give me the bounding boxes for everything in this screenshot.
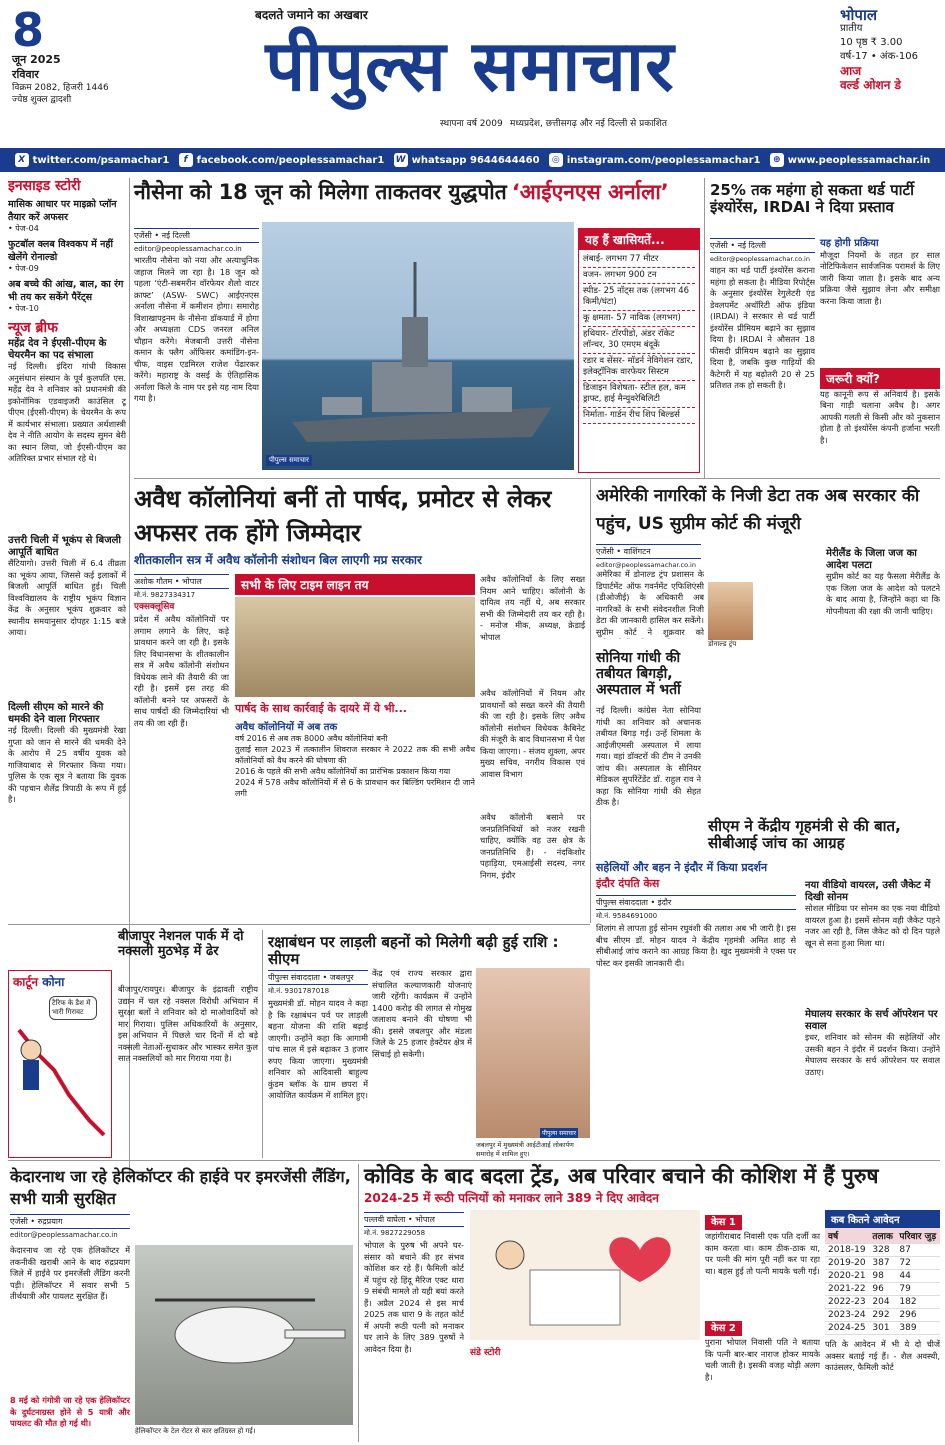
column-rule <box>262 930 263 1158</box>
lead-byline: एजेंसी • नई दिल्ली <box>134 228 259 243</box>
heli-note: 8 मई को गंगोत्री जा रहे एक हेलिकॉप्टर के दुर्घटनाग्रस्त होने से 5 यात्री और पायलट की मौत हो गई थी। <box>10 1395 130 1428</box>
social-link[interactable]: f facebook.com/peoplessamachar1 <box>179 153 385 167</box>
today-text: वर्ल्ड ओशन डे <box>840 78 901 92</box>
quotes-column <box>480 574 585 920</box>
us-side-body: सुप्रीम कोर्ट का यह फैसला मेरीलैंड के एक जिला जज के आदेश को पलटने के बाद आया है, जिन्होंने कहा था कि गोपनीयता की रक्षा की जानी चाहिए। <box>826 571 940 616</box>
us-email: editor@peoplessamachar.co.in <box>596 561 696 569</box>
applications-box <box>825 1210 940 1440</box>
social-link[interactable]: ◎ instagram.com/peoplessamachar1 <box>549 153 761 167</box>
step-title: पार्षद के साथ कार्रवाई के दायरे में ये भी... <box>235 702 407 715</box>
instagram-icon: ◎ <box>549 153 563 167</box>
helicopter-illustration <box>135 1245 353 1425</box>
covid-text-column <box>364 1210 464 1440</box>
cases-column <box>705 1210 820 1440</box>
date-block <box>12 3 132 106</box>
heart-illustration <box>470 1210 700 1340</box>
tagline: बदलते जमाने का अखबार <box>255 8 368 22</box>
cm-tag: इंदौर दंपति केस <box>596 877 660 890</box>
cartoon-box <box>8 970 112 1158</box>
case-body: पुराना भोपाल निवासी पति ने बताया कि पत्नी बार-बार नाराज होकर मायके चली जाती है। इसकी वजह थोड़ी अलग है। <box>705 1337 820 1382</box>
feature-item: रडार व सेंसर- मॉडर्न नेविगेशन रडार, इलेक्ट्रॉनिक वारफेयर सिस्टम <box>583 354 695 381</box>
brief-title: न्यूज ब्रीफ <box>8 320 58 337</box>
whatsapp-icon: W <box>394 153 408 167</box>
status-item: 2016 के पहले की सभी अवैध कॉलोनियों का प्रारंभिक प्रकाशन किया गया <box>235 767 451 777</box>
feature-item: डिजाइन विशेषता- स्टील हल, कम ड्राफ्ट, हाई मैन्युवरेबिलिटी <box>583 381 695 408</box>
timeline-title: सभी के लिए टाइम लाइन तय <box>235 574 475 595</box>
rakhi-body: मुख्यमंत्री डॉ. मोहन यादव ने कहा है कि रक्षाबंधन पर्व पर लाड़ली बहना योजना की राशि बढ़ाई जाएगी। उन्होंने कहा कि आगामी पांच साल में इसे बढ़ाकर 3 हजार रुपए किया जाएगा। मुख्यमंत्री शनिवार को आदिवासी बाहुल्य कुंडम ब्लॉक के ग्राम छपरा में आयोजित कार्यक्रम में शामिल हुए। <box>268 998 368 1100</box>
covid-byline: पल्लवी वाघेला • भोपाल <box>364 1212 464 1227</box>
cm-headline[interactable]: सीएम ने केंद्रीय गृहमंत्री से की बात, सीबीआई जांच का आग्रह <box>708 817 901 853</box>
lead-email: editor@peoplessamachar.co.in <box>134 245 242 253</box>
trump-photo <box>708 582 753 640</box>
brief-body: नई दिल्ली। दिल्ली की मुख्यमंत्री रेखा गुप्ता को जान से मारने की धमकी देने के आरोप में 25 वर्षीय युवक को गाजियाबाद से गिरफ्तार किया गया। पुलिस के एक सूत्र ने बताया कि युवक की पहचान शैलेंद्र त्रिपाठी के रूप में हुई है। <box>8 725 126 805</box>
irdai-byline: एजेंसी • नई दिल्ली <box>710 238 815 253</box>
date-tithi: ज्येष्ठ शुक्ल द्वादशी <box>12 95 72 105</box>
table-title: कब कितने आवेदन <box>825 1210 940 1228</box>
rakhi-mobile: मो.नं. 9301787018 <box>268 987 330 995</box>
inside-item[interactable]: अब बच्चे की आंख, बाल, का रंग भी तय कर सकेंगे पैरेंट्स <box>8 279 124 304</box>
feature-item: निर्माता- गार्डन रीच शिप बिल्डर्स <box>583 408 695 424</box>
us-side <box>826 548 940 638</box>
us-byline: एजेंसी • वाशिंगटन <box>596 544 701 559</box>
colonies-panel <box>235 574 475 914</box>
row-rule <box>134 478 940 479</box>
lead-headline[interactable]: नौसेना को 18 जून को मिलेगा ताकतवर युद्धपोत ‘आईएनएस अर्नाला’ <box>134 180 669 204</box>
feature-item: लंबाई- लगभग 77 मीटर <box>583 252 695 268</box>
heli-photo <box>135 1245 353 1425</box>
column-rule <box>590 478 591 923</box>
column-rule <box>704 178 705 478</box>
table-row: 2018-19 328 87 <box>825 1244 940 1257</box>
cm-byline: पीपुल्स संवाददाता • इंदौर <box>596 895 796 910</box>
column-rule <box>358 1164 359 1442</box>
brief-headline[interactable]: दिल्ली सीएम को मारने की धमकी देने वाला गिरफ्तार <box>8 702 104 725</box>
x-icon: X <box>15 153 29 167</box>
heli-email: editor@peoplessamachar.co.in <box>10 1231 118 1239</box>
case-label: केस 1 <box>705 1215 742 1230</box>
status-list <box>235 733 475 799</box>
brief-body: नई दिल्ली। इंदिरा गांधी विकास अनुसंधान संस्थान के पूर्व कुलपति एस. महेंद्र देव ने शनिवार को प्रधानमंत्री की इकोनॉमिक एडवाइजरी काउंसिल टू पीएम (ईएसी-पीएम) के चेयरमैन के रूप में कार्यभार संभाला। प्रख्यात अर्थशास्त्री देव ने नीति आयोग के सदस्य सुमन बेरी का स्थान लिया, जो ईएसी-पीएम का अतिरिक्त प्रभार संभाल रहे थे। <box>8 361 126 464</box>
feature-item: स्पीड- 25 नॉट्स तक (लगभग 46 किमी/घंटा) <box>583 284 695 311</box>
date-day: 8 <box>12 3 45 57</box>
why-title: जरूरी क्यों? <box>820 368 940 389</box>
colonies-subhead: शीतकालीन सत्र में अवैध कॉलोनी संशोधन बिल लाएगी मप्र सरकार <box>134 553 422 567</box>
inside-item[interactable]: मासिक आधार पर माइक्रो प्लॉन तैयार करें अफसर <box>8 199 117 224</box>
cm-subhead: सहेलियों और बहन ने इंदौर में किया प्रदर्शन <box>596 861 768 874</box>
table-row: 2022-23 204 182 <box>825 1296 940 1309</box>
social-bar <box>0 148 945 172</box>
irdai-email: editor@peoplessamachar.co.in <box>710 255 810 263</box>
trump-caption: डोनाल्ड ट्रंप <box>708 640 737 648</box>
table-row: 2019-20 387 72 <box>825 1257 940 1270</box>
us-body: अमेरिका में डोनाल्ड ट्रंप प्रशासन के डिपार्टमेंट ऑफ गवर्नमेंट एफिशिएंसी (डीओजीई) के अधिकारी अब नागरिकों के सभी संवेदनशील निजी डेटा की जानकारी हासिल कर सकेंगे। सुप्रीम कोर्ट ने शुक्रवार को <box>596 569 704 637</box>
feature-item: हथियार- टॉरपीडो, अंडर रॉकेट लॉन्चर, 30 एमएम बंदूकें <box>583 327 695 354</box>
brief-body: सैंटियागो। उत्तरी चिली में 6.4 तीव्रता का भूकंप आया, जिससे कई इलाकों में बिजली आपूर्ति बाधित हुई। चिली विश्वविद्यालय के राष्ट्रीय भूकंप विज्ञान केंद्र के अनुसार भूकंप शुक्रवार को स्थानीय समयानुसार दोपहर 1:15 बजे आया। <box>8 558 126 638</box>
table-row: 2023-24 292 296 <box>825 1309 940 1322</box>
colonies-headline[interactable]: अवैध कॉलोनियां बनीं तो पार्षद, प्रमोटर से लेकर अफसर तक होंगे जिम्मेदार <box>134 485 552 547</box>
heli-headline[interactable]: केदारनाथ जा रहे हेलिकॉप्टर की हाईवे पर इमरजेंसी लैंडिंग, सभी यात्री सुरक्षित <box>10 1167 351 1208</box>
naxal-body: बीजापुर/रायपुर। बीजापुर के इंद्रावती राष्ट्रीय उद्यान में चल रहे नक्सल विरोधी अभियान में सुरक्षा बलों ने शनिवार को दो माओवादियों को मार गिराया। पुलिस अधिकारियों के अनुसार, इस अभियान में पिछले चार दिनों में दो बड़े नक्सली नेताओं-सुधाकर और भास्कर समेत कुल सात नक्सलियों को मार गिराया गया है। <box>118 984 258 1063</box>
case-label: केस 2 <box>705 1321 742 1336</box>
rakhi-headline[interactable]: रक्षाबंधन पर लाड़ली बहनों को मिलेगी बढ़ी हुई राशि : सीएम <box>268 933 559 969</box>
row-rule <box>8 1160 940 1161</box>
colonies-mobile: मो.नं. 9827334317 <box>134 591 196 599</box>
rakhi-text-column <box>268 968 368 1156</box>
cartoon-bubble: टैरिफ के डैश में भारी गिरावट <box>49 996 97 1020</box>
sonia-body: नई दिल्ली। कांग्रेस नेता सोनिया गांधी का शनिवार को अचानक तबीयत बिगड़ गई। उन्हें शिमला के आईजीएमसी अस्पताल में लाया गया। वहां डॉक्टरों की टीम ने उनकी जांच की। अस्पताल के सीनियर मेडिकल सुपरिंटेंडेंट डॉ. राहुल राव ने कहा कि सोनिया गांधी की सेहत ठीक है। <box>596 705 701 807</box>
feature-item: वजन- लगभग 900 टन <box>583 268 695 284</box>
rakhi-byline: पीपुल्स संवाददाता • जबलपुर <box>268 970 368 985</box>
edition-city: भोपाल <box>840 6 878 24</box>
table-row: 2020-21 98 44 <box>825 1270 940 1283</box>
features-list <box>579 250 699 426</box>
cm-side-body: इधर, शनिवार को सोनम की सहेलियों और उसकी बहन ने इंदौर में प्रदर्शन किया। उन्होंने मेघालय सरकार के सर्च ऑपरेशन पर सवाल उठाए। <box>805 1032 940 1077</box>
feature-item: कू क्षमता- 57 नाविक (लगभग) <box>583 311 695 327</box>
today-label: आज <box>840 64 862 78</box>
social-link[interactable]: ⊕ www.peoplessamachar.in <box>770 153 931 167</box>
cartoon-title: कार्टून कोना <box>13 975 65 989</box>
cm-side-body: सोशल मीडिया पर सोनम का एक नया वीडियो वायरल हुआ है। इसमें सोनम वही जैकेट पहने नजर आ रही है, जिस जैकेट को दो दिन पहले खून से सना हुआ मिला था। <box>805 903 940 948</box>
sonia-headline[interactable]: सोनिया गांधी की तबीयत बिगड़ी, अस्पताल में भर्ती <box>596 650 681 699</box>
irdai-side-title: यह होगी प्रक्रिया <box>820 238 879 249</box>
covid-subhead: 2024-25 में रूठी पत्नियों को मनाकर लाने 389 ने दिए आवेदन <box>364 1191 659 1205</box>
date-vikram: विक्रम 2082, हिजरी 1446 <box>12 83 109 93</box>
brief-headline[interactable]: उत्तरी चिली में भूकंप से बिजली आपूर्ति बाधित <box>8 535 122 558</box>
cm-mobile: मो.नं. 9584691000 <box>596 912 658 920</box>
counsellor-quote: पति के आवेदन में भी ये दो चीजें अक्सर बताई गई हैं। - शैल अवस्थी, काउंसलर, फैमिली कोर्ट <box>825 1339 940 1372</box>
colonies-byline: अशोक गौतम • भोपाल <box>134 574 229 589</box>
date-weekday: रविवार <box>12 68 39 81</box>
cm-text-column <box>596 893 796 1128</box>
rakhi-credit: पीपुल्स समाचार <box>542 1130 577 1137</box>
left-column: इनसाइड स्टोरी मासिक आधार पर माइक्रो प्लॉन तैयार करें अफसर • पेज-04 फुटबॉल क्लब विश्वकप में नहीं खेलेंगे रोनाल्डो • पेज-09 अब बच्चे की आंख, बाल, का रंग भी तय कर सकेंगे पैरेंट्स • पेज-10 न्यूज ब्रीफ महेंद्र देव ने ईएसी-पीएम के चेयरमैन का पद संभाला नई दिल्ली। इंदिरा गांधी विकास अनुसंधान संस्थान के पूर्व कुलपति एस. महेंद्र देव ने शनिवार को प्रधानमंत्री की इकोनॉमिक एडवाइजरी काउंसिल टू पीएम (ईएसी-पीएम) के चेयरमैन के रूप में कार्यभार संभाला। प्रख्यात अर्थशास्त्री देव ने नीति आयोग के सदस्य सुमन बेरी का स्थान लिया, जो ईएसी-पीएम का अतिरिक्त प्रभार संभाल रहे थे। उत्तरी चिली में भूकंप से बिजली आपूर्ति बाधित सैंटियागो। उत्तरी चिली में 6.4 तीव्रता का भूकंप आया, जिससे कई इलाकों में बिजली आपूर्ति बाधित हुई। चिली विश्वविद्यालय के राष्ट्रीय भूकंप विज्ञान केंद्र के अनुसार भूकंप शुक्रवार को स्थानीय समयानुसार दोपहर 1:15 बजे आया। दिल्ली सीएम को मारने की धमकी देने वाला गिरफ्तार नई दिल्ली। दिल्ली की मुख्यमंत्री रेखा गुप्ता को जान से मारने की धमकी देने के आरोप में 25 वर्षीय युवक को गाजियाबाद से गिरफ्तार किया गया। पुलिस के एक सूत्र ने बताया कि युवक की पहचान शैलेंद्र त्रिपाठी के रूप में हुई है। <box>8 178 126 913</box>
status-item: तुलाई साल 2023 में तत्कालीन शिवराज सरकार ने 2022 तक की सभी अवैध कॉलोनियों को वैध करने की घोषणा की <box>235 745 475 766</box>
facebook-icon: f <box>179 153 193 167</box>
covid-cartoon <box>470 1210 700 1340</box>
table-row: 2021-22 96 79 <box>825 1283 940 1296</box>
lead-body: भारतीय नौसेना को नया और अत्याधुनिक जहाज मिलने जा रहा है। 18 जून को पहला ‘एंटी-सबमरीन वॉरफेयर शैलो वाटर क्राफ्ट’ (ASW- SWC) आईएनएस अर्नाला नौसेना में कमीशन होगा। समारोह विशाखापट्टनम के नौसेना डॉकयार्ड में होगा और अध्यक्षता CDS जनरल अनिल चौहान करेंगे। मेजबानी उत्तरी नौसेना कमान के फ्लैग ऑफिसर कमांडिंग-इन-चीफ, वाइस एडमिरल राजेश पेंढारकर करेंगे। महाराष्ट्र के वसई के ऐतिहासिक अर्नाला किले के नाम पर इसे यह नाम दिया गया है। <box>134 255 259 403</box>
quote: अवैध कॉलोनियों में नियम और प्रावधानों को सख्त करने की तैयारी की जा रही है। इसके लिए अवैध कॉलोनी संशोधन विधेयक कैबिनेट की मंजूरी के बाद विधानसभा में पेश किया जाएगा। - संजय शुक्ला, अपर मुख्य सचिव, नगरीय विकास एवं आवास विभाग <box>480 688 585 779</box>
web-icon: ⊕ <box>770 153 784 167</box>
warship-illustration <box>262 222 574 470</box>
heli-byline: एजेंसी • रुद्रप्रयाग <box>10 1214 130 1229</box>
lead-text-column <box>134 226 259 470</box>
pages-price: 10 पृष्ठ ₹ 3.00 <box>840 37 903 48</box>
date-month: जून 2025 <box>12 53 61 66</box>
colonies-text-column <box>134 572 229 920</box>
exclusive-tag: एक्सक्लूसिव <box>134 602 175 612</box>
heli-caption: हेलिकॉप्टर के टेल रोटर से कार क्षतिग्रस्त हो गई। <box>135 1427 256 1435</box>
case-body: जहांगीराबाद निवासी एक पति दर्जी का काम करता था। काम ठीक-ठाक था, पर पत्नी की मांग पूरी नहीं कर पा रहा था। बहस हुई तो पत्नी मायके चली गई। <box>705 1231 820 1276</box>
colony-photo <box>235 597 475 697</box>
irdai-text-column <box>710 236 815 476</box>
inside-title: इनसाइड स्टोरी <box>8 178 81 194</box>
warship-photo <box>262 222 574 470</box>
heli-text-column <box>10 1245 130 1440</box>
social-link[interactable]: X twitter.com/psamachar1 <box>15 153 170 167</box>
edition-type: प्रातीय <box>840 23 863 34</box>
rakhi-body: केंद्र एवं राज्य सरकार द्वारा संचालित कल्याणकारी योजनाएं जारी रहेंगी। कार्यक्रम में उन्होंने 1400 करोड़ की लागत से गोमुख जलाशय बनाने की घोषणा भी की। इससे जबलपुर और मंडला जिले के 25 हजार हेक्टेयर क्षेत्र में सिंचाई हो सकेगी। <box>372 968 472 1059</box>
photo-credit: पीपुल्स समाचार <box>266 455 312 466</box>
status-title: अवैध कॉलोनियों में अब तक <box>235 721 338 733</box>
heli-body: केदारनाथ जा रहे एक हेलिकॉप्टर में तकनीकी खराबी आने के बाद रुद्रप्रयाग जिले में हाईवे पर इमरजेंसी लैंडिंग करनी पड़ी। हेलिकॉप्टर में सवार सभी 5 तीर्थयात्री और पायलट सुरक्षित हैं। <box>10 1245 130 1301</box>
table-row: 2024-25 301 389 <box>825 1322 940 1335</box>
quote: अवैध कॉलोनियों के लिए सख्त नियम आने चाहिए। कॉलोनी के दायित्व तय नहीं थे, अब सरकार सभी की जिम्मेदारी तय कर रही है। - मनोज मीक, अध्यक्ष, क्रेडाई भोपाल <box>480 574 585 642</box>
features-box <box>578 228 700 473</box>
cm-side-head: मेघालय सरकार के सर्च ऑपरेशन पर सवाल <box>805 1009 938 1032</box>
published-from: मध्यप्रदेश, छत्तीसगढ़ और नई दिल्ली से प्रकाशित <box>510 119 668 129</box>
why-body: यह कानूनी रूप से अनिवार्य है। इसके बिना गाड़ी चलाना अवैध है। अगर आपकी गलती से किसी और को नुकसान होता है तो इंश्योरेंस कंपनी हर्जाना भरती है। <box>820 388 940 445</box>
table-header-row: वर्ष तलाक परिवार जुड़ <box>825 1228 940 1244</box>
status-item: वर्ष 2016 से अब तक 8000 अवैध कॉलोनियां बनी <box>235 734 388 744</box>
year-issue: वर्ष-17 • अंक-106 <box>840 51 918 62</box>
irdai-headline[interactable]: 25% तक महंगा हो सकता थर्ड पार्टी इंश्योरेंस, IRDAI ने दिया प्रस्ताव <box>710 181 914 217</box>
covid-body: भोपाल के पुरुष भी अपने घर-संसार को बचाने की हर संभव कोशिश कर रहे हैं। फैमिली कोर्ट में पहुंच रहे हिंदू मैरिज एक्ट धारा 9 संबंधी मामले तो यही बयां करते हैं। अप्रैल 2024 से इस मार्च 2025 तक धारा 9 के तहत कोर्ट में अपनी रूठी पत्नी को मनाकर घर लाने के लिए 389 पुरुषों ने आवेदन दिया है। <box>364 1240 464 1354</box>
quote: अवैध कॉलोनी बसाने पर जनप्रतिनिधियों को नजर रखनी चाहिए, क्योंकि वह उस क्षेत्र के जनप्रतिनिधि हैं। - नंदकिशोर पहाड़िया, एमआईसी सदस्य, नगर निगम, इंदौर <box>480 812 585 880</box>
features-title: यह हैं खासियतें... <box>579 229 699 250</box>
sunday-story-tag: संडे स्टोरी <box>470 1348 501 1358</box>
cm-side-head: नया वीडियो वायरल, उसी जैकेट में दिखी सोनम <box>805 880 931 903</box>
brief-headline[interactable]: महेंद्र देव ने ईएसी-पीएम के चेयरमैन का पद संभाला <box>8 338 107 361</box>
edition-block <box>840 8 940 92</box>
newspaper-logo[interactable]: पीपुल्स समाचार <box>265 25 675 107</box>
irdai-side-body: मौजूदा नियमों के तहत हर साल नोटिफिकेशन सार्वजनिक परामर्श के लिए जारी किया जाता है। इसके बाद अन्य प्रक्रिया जैसे सुझाव लेना और समीक्षा करना किया जाता है। <box>820 249 940 306</box>
cm-side <box>805 880 940 1170</box>
irdai-side <box>820 238 940 476</box>
us-headline[interactable]: अमेरिकी नागरिकों के निजी डेटा तक अब सरकार की पहुंच, US सुप्रीम कोर्ट की मंजूरी <box>596 486 920 534</box>
rakhi-photo <box>476 968 590 1138</box>
social-link[interactable]: W whatsapp 9644644460 <box>394 153 540 167</box>
cm-body: शिलांग से लापता हुई सोनम रघुवंशी की तलाश अब भी जारी है। इस बीच सीएम डॉ. मोहन यादव ने केंद्रीय गृहमंत्री अमित शाह से सीबीआई जांच कराने का आग्रह किया है। खुद मुख्यमंत्री ने एक्स पर पोस्ट कर इसकी जानकारी दी। <box>596 923 796 968</box>
status-item: 2024 में 578 अवैध कॉलोनियों में से 6 के प्रावधान कर बिल्डिंग परमिशन दी जाने लगी <box>235 778 475 799</box>
cartoon-drawing <box>9 1020 109 1140</box>
naxal-headline[interactable]: बीजापुर नेशनल पार्क में दो नक्सली मुठभेड़ में ढेर <box>118 929 244 959</box>
row-rule <box>8 924 590 925</box>
covid-mobile: मो.नं. 9827229058 <box>364 1229 426 1237</box>
us-side-title: मेरीलैंड के जिला जज का आदेश पलटा <box>826 548 917 571</box>
irdai-body: वाहन का थर्ड पार्टी इंश्योरेंस कराना महंगा हो सकता है। मीडिया रिपोर्ट्स के अनुसार इंश्योरेंस रेगुलेटरी एंड डेवलपमेंट अथॉरिटी ऑफ इंडिया (IRDAI) ने सरकार से थर्ड पार्टी इंश्योरेंस प्रीमियम बढ़ाने का सुझाव दिया है। IRDAI ने औसतन 18 फीसदी प्रीमियम बढ़ाने का सुझाव दिया है, जबकि कुछ गाड़ियों की कैटेगरी में यह बढ़ोतरी 20 से 25 प्रतिशत तक हो सकती है। <box>710 265 815 390</box>
colonies-body: प्रदेश में अवैध कॉलोनियों पर लगाम लगाने के लिए, कड़े प्रावधान करने जा रही है। इसके लिए विधानसभा के शीतकालीन सत्र में अवैध कॉलोनी संशोधन विधेयक लाने की तैयारी की जा रही है। इसमें इस तरह की कॉलोनी बनने पर अफसरों के साथ पार्षदों की जिम्मेदारियां भी तय की जा रही हैं। <box>134 614 229 728</box>
established: स्थापना वर्ष 2009 <box>440 119 503 129</box>
applications-table <box>825 1228 940 1335</box>
inside-item[interactable]: फुटबॉल क्लब विश्वकप में नहीं खेलेंगे रोनाल्डो <box>8 239 113 264</box>
rakhi-caption: जबलपुर में मुख्यमंत्री आईटीआई लोकार्पण समारोह में शामिल हुए। <box>476 1141 574 1158</box>
covid-headline[interactable]: कोविड के बाद बदला ट्रेंड, अब परिवार बचाने की कोशिश में हैं पुरुष <box>364 1164 879 1188</box>
